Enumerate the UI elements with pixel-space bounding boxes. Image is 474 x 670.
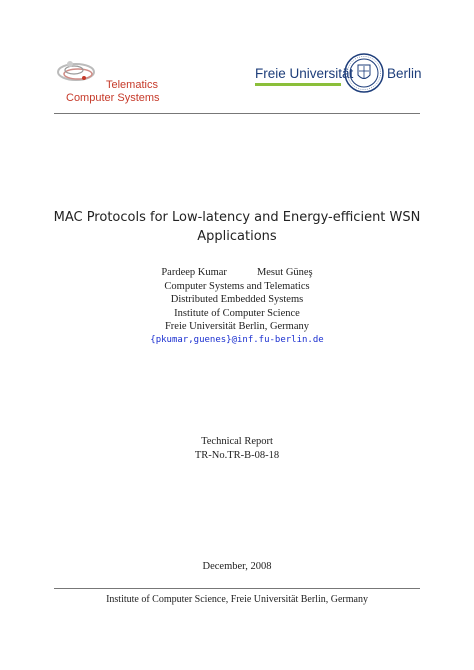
author-names	[0, 266, 474, 280]
fu-name-text: Freie Universität	[255, 66, 354, 81]
title-line-2: Applications	[197, 229, 277, 244]
author-block	[0, 266, 474, 347]
fu-berlin-wordmark	[255, 66, 422, 81]
fu-berlin-logo	[255, 52, 425, 104]
author-email-link[interactable]: {pkumar,guenes}@inf.fu-berlin.de	[150, 334, 324, 345]
fu-accent-bar	[255, 83, 341, 86]
computer-systems-label: Computer Systems	[66, 92, 160, 104]
report-number: TR-No.TR-B-08-18	[194, 449, 280, 461]
telematics-logo	[54, 52, 184, 108]
report-date: December, 2008	[202, 561, 272, 572]
page-footer: Institute of Computer Science, Freie Universität Berlin, Germany	[106, 594, 368, 605]
report-info	[0, 435, 474, 462]
affiliation-line: Computer Systems and Telematics	[164, 280, 310, 292]
author-name: Pardeep Kumar	[161, 267, 227, 278]
header-divider	[54, 113, 420, 114]
fu-seal-icon	[343, 52, 385, 94]
affiliation-line: Distributed Embedded Systems	[170, 294, 304, 305]
footer-divider	[54, 588, 420, 589]
affiliation-line: Freie Universität Berlin, Germany	[164, 321, 310, 332]
affiliation-line: Institute of Computer Science	[174, 307, 300, 319]
report-type: Technical Report	[201, 436, 273, 447]
author-name: Mesut Güneş	[256, 267, 313, 278]
page-title	[40, 208, 434, 246]
telematics-label: Telematics	[106, 79, 158, 91]
fu-city-text: Berlin	[387, 66, 422, 81]
telematics-swirl-icon	[54, 52, 102, 96]
title-line-1: MAC Protocols for Low-latency and Energy-efficient WSN	[53, 210, 421, 225]
